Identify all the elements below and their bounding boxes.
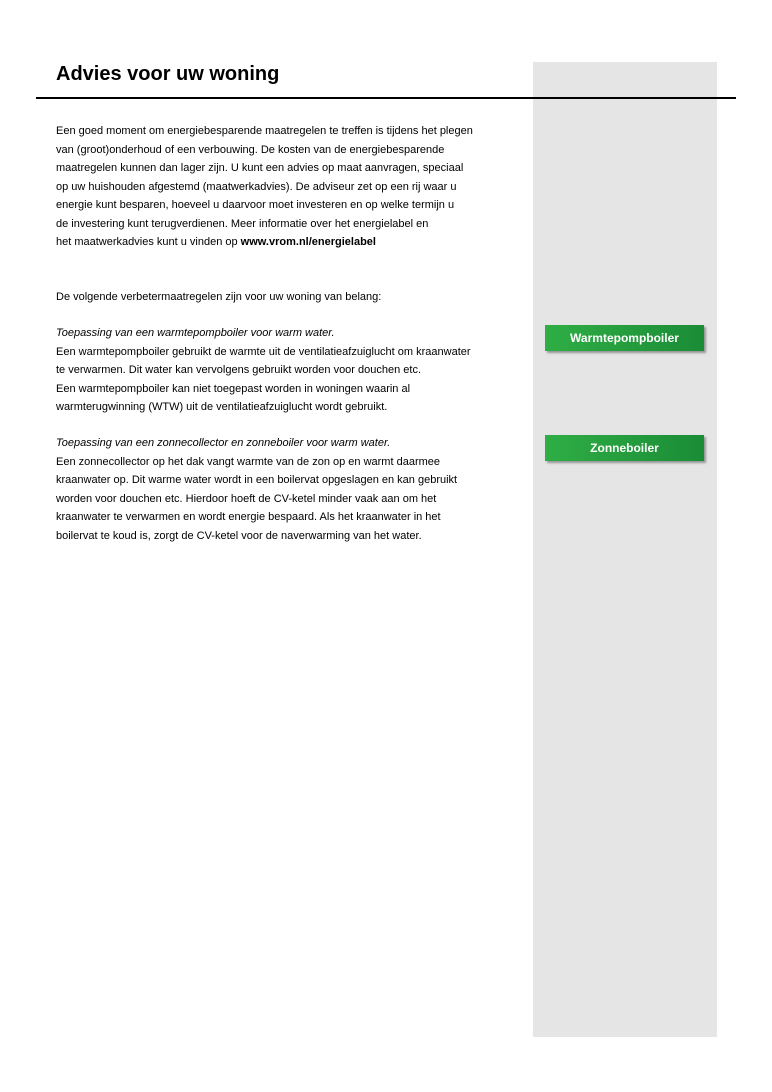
intro-line: Een goed moment om energiebesparende maatregelen te treffen is tijdens het plegen — [56, 125, 473, 137]
intro-line: energie kunt besparen, hoeveel u daarvoor moet investeren en op welke termijn u — [56, 199, 455, 211]
measure-line: kraanwater te verwarmen en wordt energie bespaard. Als het kraanwater in het — [56, 511, 441, 523]
energielabel-link[interactable]: www.vrom.nl/energielabel — [240, 236, 376, 248]
intro-last-line-text: het maatwerkadvies kunt u vinden op — [56, 236, 241, 248]
measure-line: warmterugwinning (WTW) uit de ventilatieafzuiglucht wordt gebruikt. — [56, 401, 388, 413]
measures-intro-text: De volgende verbetermaatregelen zijn voor uw woning van belang: — [56, 291, 382, 303]
measure-line: Een warmtepompboiler gebruikt de warmte uit de ventilatieafzuiglucht om kraanwater — [56, 345, 471, 358]
intro-line-last — [56, 233, 516, 252]
measures-intro — [56, 288, 516, 307]
measure-warmtepompboiler — [56, 324, 516, 417]
badge-warmtepompboiler: Warmtepompboiler — [545, 325, 704, 351]
measure-heading: Toepassing van een warmtepompboiler voor warm water. — [56, 327, 335, 339]
intro-line: maatregelen kunnen dan lager zijn. U kunt een advies op maat aanvragen, speciaal — [56, 162, 464, 174]
badge-zonneboiler: Zonneboiler — [545, 435, 704, 461]
measure-zonneboiler — [56, 434, 516, 545]
measure-line: kraanwater op. Dit warme water wordt in een boilervat opgeslagen en kan gebruikt — [56, 474, 458, 486]
intro-paragraph — [56, 122, 516, 252]
page-title: Advies voor uw woning — [56, 63, 280, 85]
measure-line: Een zonnecollector op het dak vangt warmte van de zon op en warmt daarmee — [56, 455, 441, 468]
measure-line: boilervat te koud is, zorgt de CV-ketel voor de naverwarming van het water. — [56, 529, 422, 542]
measure-line: worden voor douchen etc. Hierdoor hoeft de CV-ketel minder vaak aan om het — [56, 492, 437, 505]
measure-heading: Toepassing van een zonnecollector en zonneboiler voor warm water. — [56, 437, 391, 449]
measure-line: te verwarmen. Dit water kan vervolgens gebruikt worden voor douchen etc. — [56, 364, 422, 376]
intro-line: van (groot)onderhoud of een verbouwing. De kosten van de energiebesparende — [56, 143, 445, 156]
right-sidebar-panel — [533, 62, 717, 1037]
measure-line: Een warmtepompboiler kan niet toegepast worden in woningen waarin al — [56, 382, 411, 395]
intro-line: de investering kunt terugverdienen. Meer informatie over het energielabel en — [56, 217, 429, 230]
intro-line: op uw huishouden afgestemd (maatwerkadvies). De adviseur zet op een rij waar u — [56, 180, 457, 193]
title-divider — [36, 97, 736, 99]
